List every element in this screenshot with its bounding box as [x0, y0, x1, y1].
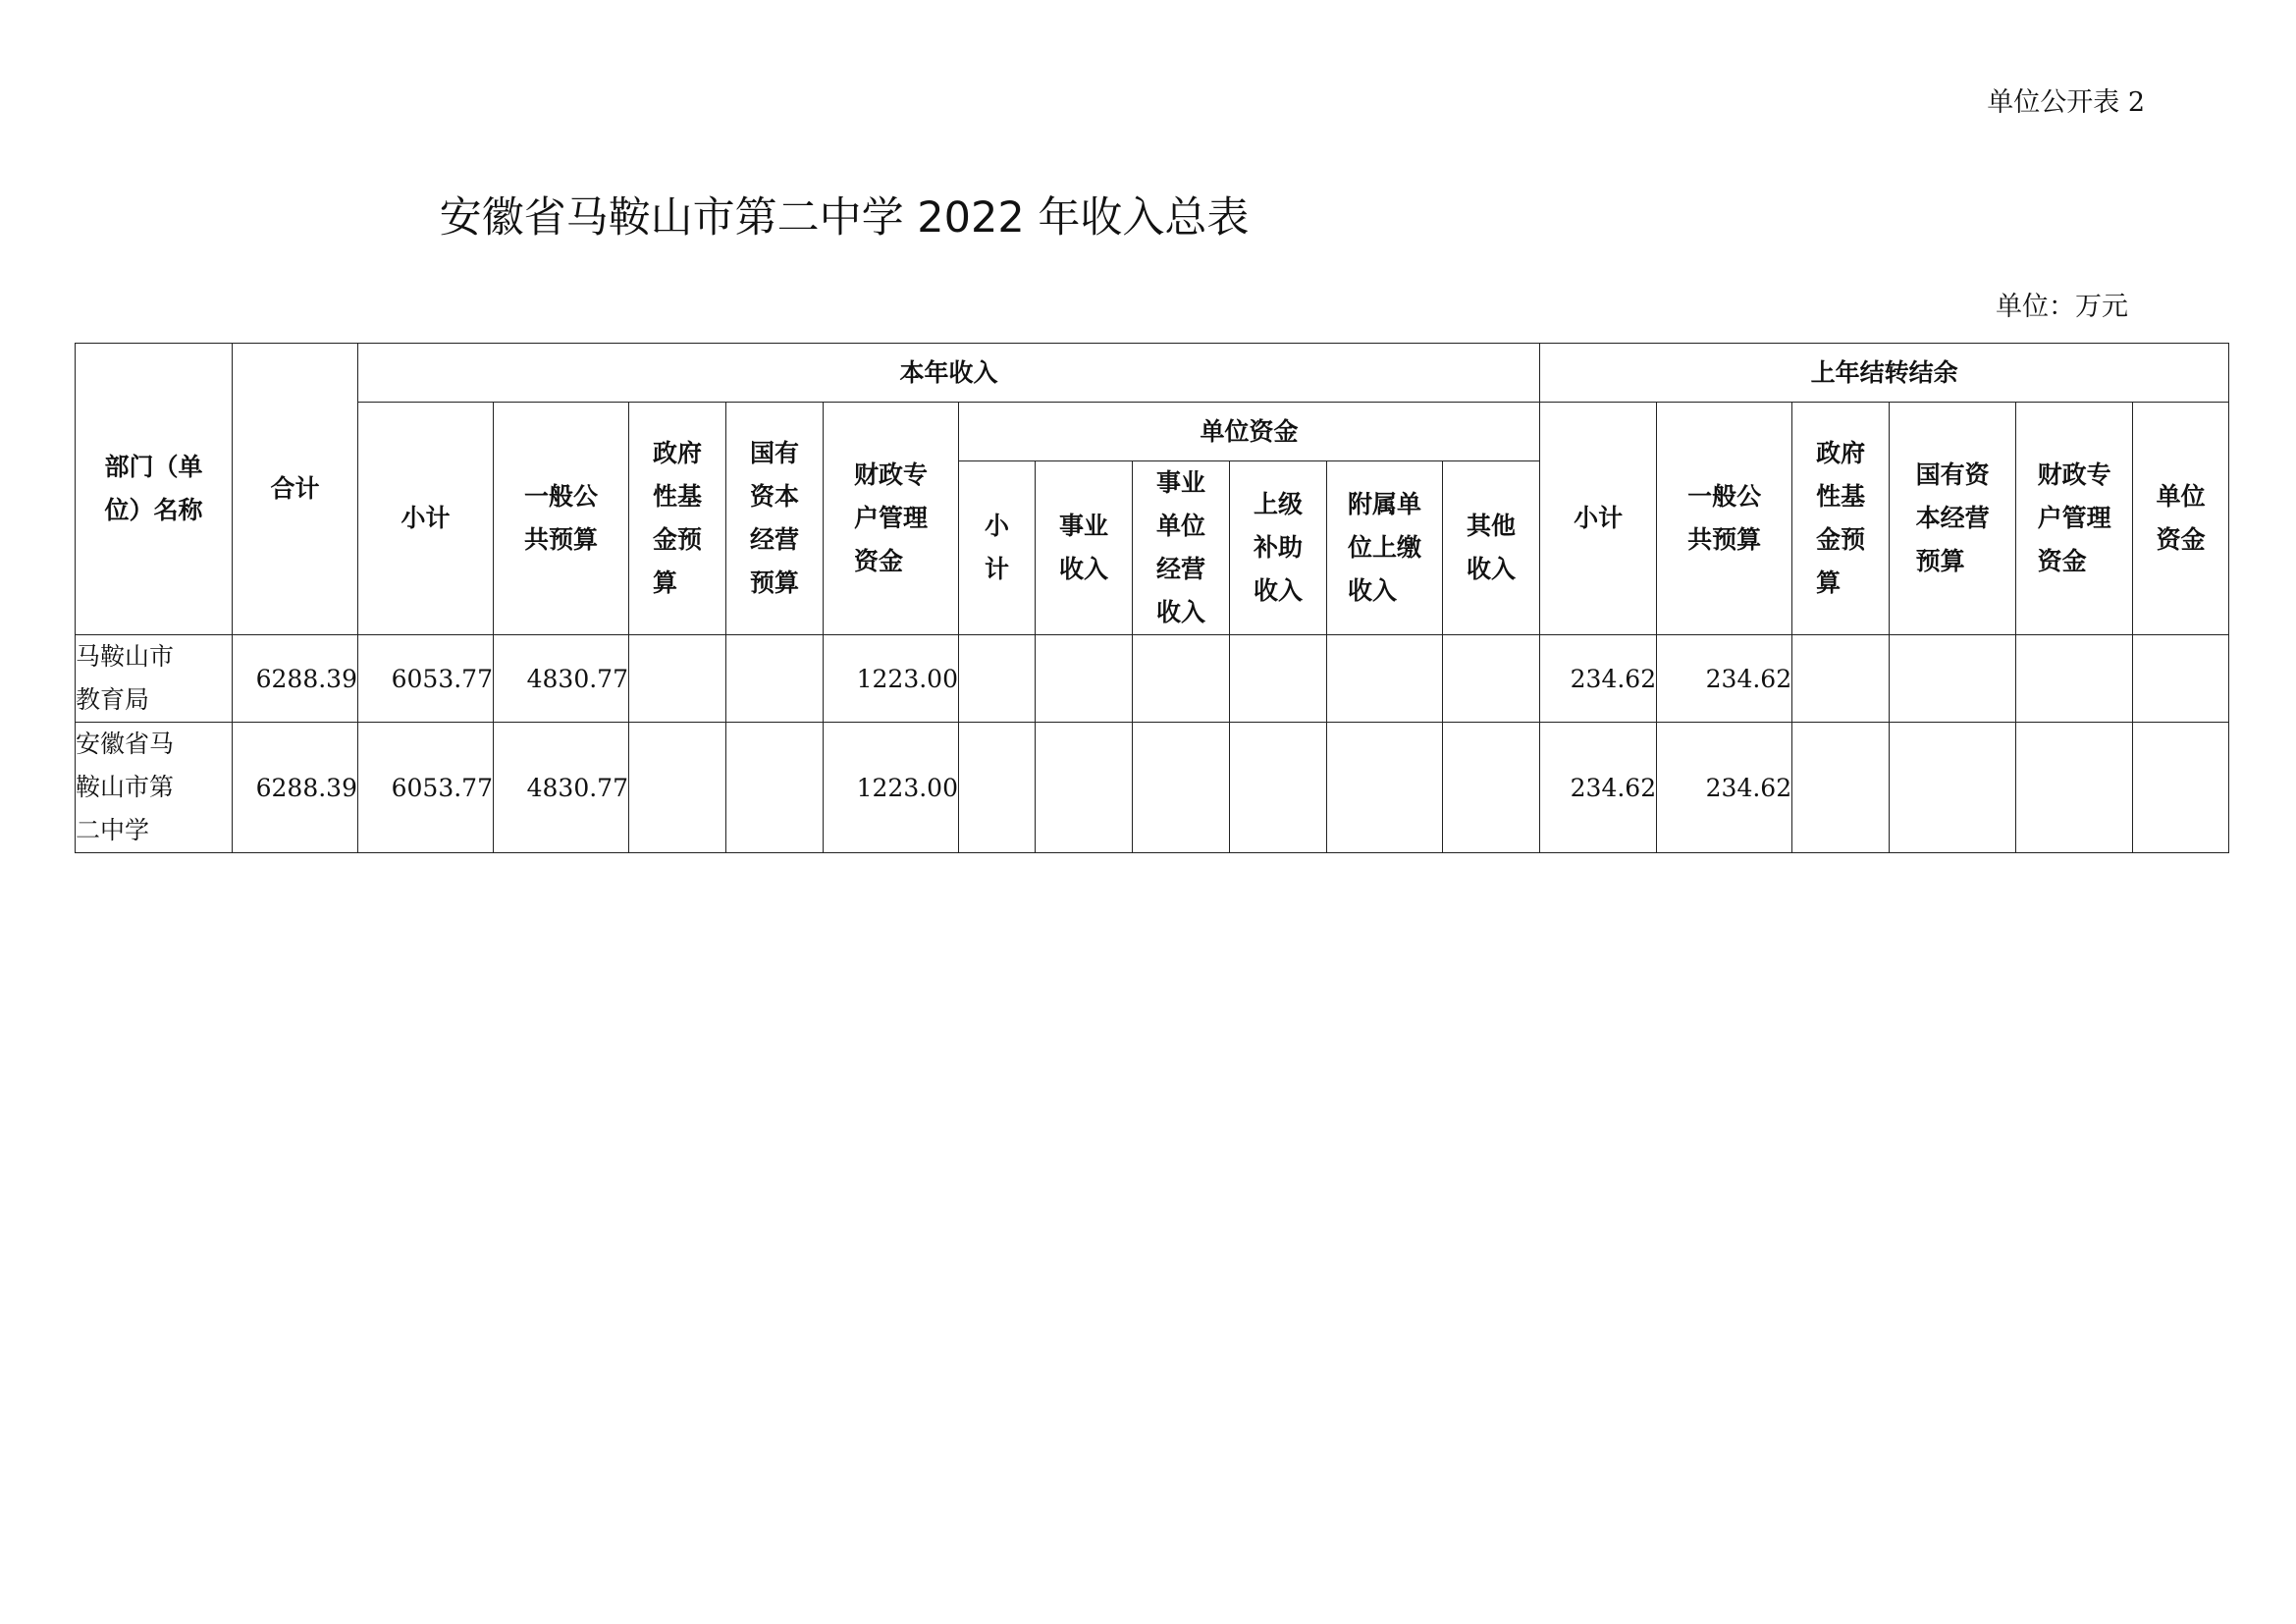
cell-unit-other-income: [1443, 635, 1540, 723]
cell-prior-state-capital-budget: [1890, 635, 2016, 723]
cell-cur-subtotal: 6053.77: [358, 635, 494, 723]
cell-total: 6288.39: [233, 723, 358, 853]
header-prior-general-budget: 一般公 共预算: [1657, 403, 1792, 635]
header-unit-affiliated-turnover: 附属单 位上缴 收入: [1327, 461, 1443, 635]
header-unit-operating-income: 事业 单位 经营 收入: [1133, 461, 1230, 635]
cell-prior-unit-funds: [2133, 635, 2229, 723]
cell-prior-general-budget: 234.62: [1657, 723, 1792, 853]
cell-unit-operating-income: [1133, 635, 1230, 723]
header-prior-fiscal-special-account: 财政专 户管理 资金: [2016, 403, 2133, 635]
header-current-year-income: 本年收入: [358, 344, 1540, 403]
cell-unit-superior-subsidy: [1230, 723, 1327, 853]
cell-prior-unit-funds: [2133, 723, 2229, 853]
header-cur-state-capital-budget: 国有 资本 经营 预算: [726, 403, 824, 635]
cell-cur-subtotal: 6053.77: [358, 723, 494, 853]
cell-unit-business-income: [1036, 723, 1133, 853]
cell-prior-fiscal-special-account: [2016, 635, 2133, 723]
header-cur-subtotal: 小计: [358, 403, 494, 635]
header-prior-subtotal: 小计: [1540, 403, 1657, 635]
cell-prior-fiscal-special-account: [2016, 723, 2133, 853]
table-number-label: 单位公开表 2: [1987, 87, 2145, 118]
cell-cur-fiscal-special-account: 1223.00: [824, 723, 959, 853]
header-department-name: 部门（单 位）名称: [76, 344, 233, 635]
header-prior-state-capital-budget: 国有资 本经营 预算: [1890, 403, 2016, 635]
cell-cur-fiscal-special-account: 1223.00: [824, 635, 959, 723]
header-unit-superior-subsidy: 上级 补助 收入: [1230, 461, 1327, 635]
cell-department-name: 马鞍山市 教育局: [76, 635, 233, 723]
unit-label: 单位：万元: [1996, 292, 2128, 322]
table-row: [76, 635, 2229, 723]
cell-prior-state-capital-budget: [1890, 723, 2016, 853]
header-prior-unit-funds: 单位 资金: [2133, 403, 2229, 635]
table-row: [76, 723, 2229, 853]
cell-prior-general-budget: 234.62: [1657, 635, 1792, 723]
header-total: 合计: [233, 344, 358, 635]
cell-unit-affiliated-turnover: [1327, 635, 1443, 723]
cell-unit-affiliated-turnover: [1327, 723, 1443, 853]
cell-prior-subtotal: 234.62: [1540, 635, 1657, 723]
cell-department-name: 安徽省马 鞍山市第 二中学: [76, 723, 233, 853]
header-unit-other-income: 其他 收入: [1443, 461, 1540, 635]
header-prior-gov-fund-budget: 政府 性基 金预 算: [1792, 403, 1890, 635]
cell-cur-gov-fund-budget: [629, 723, 726, 853]
cell-unit-business-income: [1036, 635, 1133, 723]
cell-prior-gov-fund-budget: [1792, 635, 1890, 723]
cell-cur-state-capital-budget: [726, 635, 824, 723]
cell-total: 6288.39: [233, 635, 358, 723]
header-cur-gov-fund-budget: 政府 性基 金预 算: [629, 403, 726, 635]
cell-cur-general-budget: 4830.77: [494, 635, 629, 723]
cell-cur-state-capital-budget: [726, 723, 824, 853]
cell-unit-subtotal: [959, 723, 1036, 853]
page-title: 安徽省马鞍山市第二中学 2022 年收入总表: [439, 193, 1250, 243]
header-unit-subtotal: 小 计: [959, 461, 1036, 635]
cell-cur-gov-fund-budget: [629, 635, 726, 723]
header-cur-fiscal-special-account: 财政专 户管理 资金: [824, 403, 959, 635]
cell-unit-superior-subsidy: [1230, 635, 1327, 723]
header-prior-year-balance: 上年结转结余: [1540, 344, 2229, 403]
header-unit-business-income: 事业 收入: [1036, 461, 1133, 635]
header-unit-funds: 单位资金: [959, 403, 1540, 461]
header-cur-general-budget: 一般公 共预算: [494, 403, 629, 635]
income-summary-table: [75, 343, 2229, 853]
cell-prior-gov-fund-budget: [1792, 723, 1890, 853]
cell-unit-other-income: [1443, 723, 1540, 853]
cell-cur-general-budget: 4830.77: [494, 723, 629, 853]
cell-unit-operating-income: [1133, 723, 1230, 853]
cell-prior-subtotal: 234.62: [1540, 723, 1657, 853]
cell-unit-subtotal: [959, 635, 1036, 723]
